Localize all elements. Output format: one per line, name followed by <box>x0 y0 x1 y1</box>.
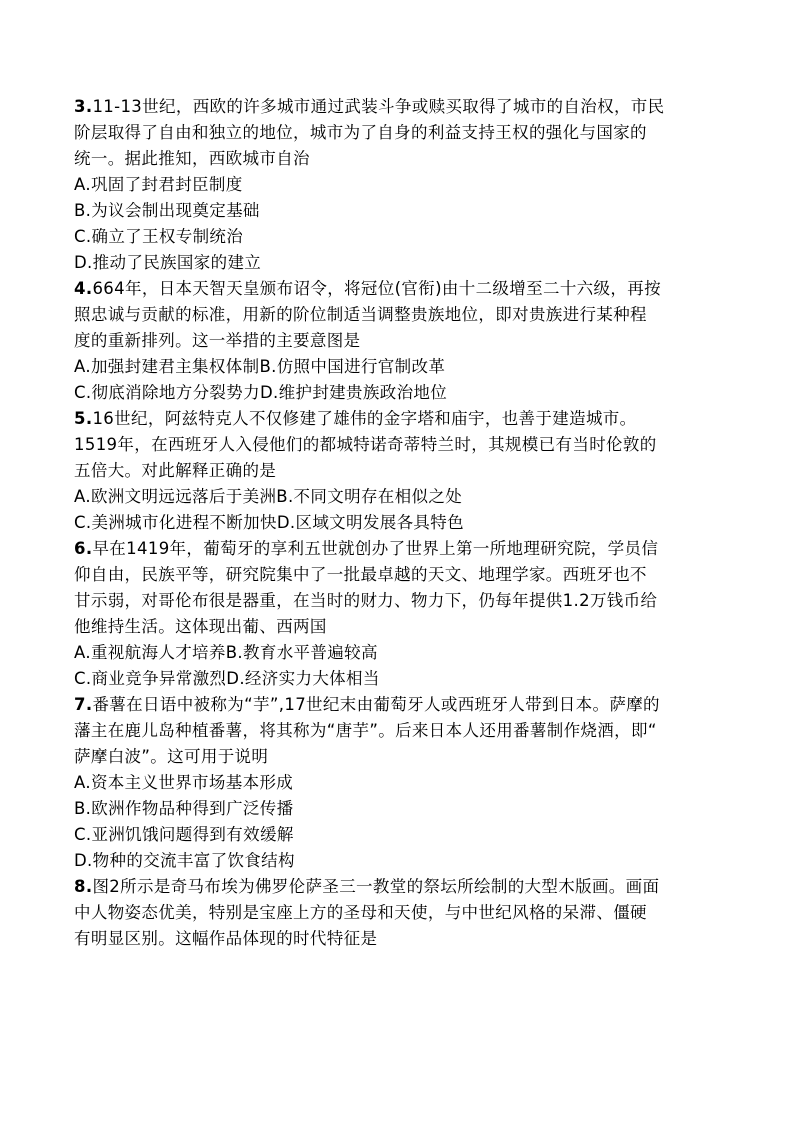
option-ab: A.加强封建君主集权体制B.仿照中国进行官制改革 <box>74 357 446 376</box>
question-stem-line: 仰自由，民族平等，研究院集中了一批最卓越的天文、地理学家。西班牙也不 <box>74 565 647 584</box>
option-b: B.为议会制出现奠定基础 <box>74 201 260 220</box>
question-stem-line: 4.664年，日本天智天皇颁布诏令，将冠位(官衔)由十二级增至二十六级，再按 <box>74 279 661 298</box>
option-d: D.物种的交流丰富了饮食结构 <box>74 851 295 870</box>
option-c: C.确立了王权专制统治 <box>74 227 244 246</box>
question-7 <box>74 692 724 874</box>
question-number: 7. <box>74 695 93 714</box>
question-number: 4. <box>74 279 93 298</box>
question-stem-line: 照忠诚与贡献的标准，用新的阶位制适当调整贵族地位，即对贵族进行某种程 <box>74 305 647 324</box>
option-cd: C.彻底消除地方分裂势力D.维护封建贵族政治地位 <box>74 383 448 402</box>
question-stem-line: 甘示弱，对哥伦布很是器重，在当时的财力、物力下，仍每年提供1.2万钱币给 <box>74 591 658 610</box>
question-stem-line: 6.早在1419年，葡萄牙的享利五世就创办了世界上第一所地理研究院，学员信 <box>74 539 659 558</box>
question-stem-line: 5.16世纪，阿兹特克人不仅修建了雄伟的金字塔和庙宇，也善于建造城市。 <box>74 409 637 428</box>
question-stem-line: 萨摩白波”。这可用于说明 <box>74 747 269 766</box>
question-number: 6. <box>74 539 93 558</box>
question-stem-line: 他维持生活。这体现出葡、西两国 <box>74 617 327 636</box>
option-a: A.巩固了封君封臣制度 <box>74 175 243 194</box>
question-stem-line: 1519年，在西班牙人入侵他们的都城特诺奇蒂特兰时，其规模已有当时伦敦的 <box>74 435 657 454</box>
question-stem-line: 中人物姿态优美，特别是宝座上方的圣母和天使，与中世纪风格的呆滞、僵硬 <box>74 903 647 922</box>
question-stem-line: 藩主在鹿儿岛种植番薯，将其称为“唐芋”。后来日本人还用番薯制作烧酒，即“ <box>74 721 657 740</box>
question-3 <box>74 94 724 276</box>
question-6 <box>74 536 724 692</box>
question-stem-line: 阶层取得了自由和独立的地位，城市为了自身的利益支持王权的强化与国家的 <box>74 123 647 142</box>
question-4 <box>74 276 724 406</box>
option-cd: C.商业竞争异常激烈D.经济实力大体相当 <box>74 669 380 688</box>
option-ab: A.重视航海人才培养B.教育水平普遍较高 <box>74 643 378 662</box>
question-stem-line: 五倍大。对此解释正确的是 <box>74 461 277 480</box>
question-stem-line: 7.番薯在日语中被称为“芋”,17世纪末由葡萄牙人或西班牙人带到日本。萨摩的 <box>74 695 660 714</box>
exam-page <box>74 94 724 952</box>
question-stem-line: 有明显区别。这幅作品体现的时代特征是 <box>74 929 378 948</box>
question-stem-line: 8.图2所示是奇马布埃为佛罗伦萨圣三一教堂的祭坛所绘制的大型木版画。画面 <box>74 877 660 896</box>
option-d: D.推动了民族国家的建立 <box>74 253 262 272</box>
question-stem-line: 3.11-13世纪，西欧的许多城市通过武装斗争或赎买取得了城市的自治权，市民 <box>74 97 665 116</box>
question-number: 5. <box>74 409 93 428</box>
option-cd: C.美洲城市化进程不断加快D.区域文明发展各具特色 <box>74 513 464 532</box>
question-number: 8. <box>74 877 93 896</box>
option-c: C.亚洲饥饿问题得到有效缓解 <box>74 825 294 844</box>
question-number: 3. <box>74 97 93 116</box>
question-8 <box>74 874 724 952</box>
option-ab: A.欧洲文明远远落后于美洲B.不同文明存在相似之处 <box>74 487 463 506</box>
question-stem-line: 度的重新排列。这一举措的主要意图是 <box>74 331 361 350</box>
question-stem-line: 统一。据此推知，西欧城市自治 <box>74 149 310 168</box>
option-a: A.资本主义世界市场基本形成 <box>74 773 294 792</box>
question-5 <box>74 406 724 536</box>
option-b: B.欧洲作物品种得到广泛传播 <box>74 799 294 818</box>
